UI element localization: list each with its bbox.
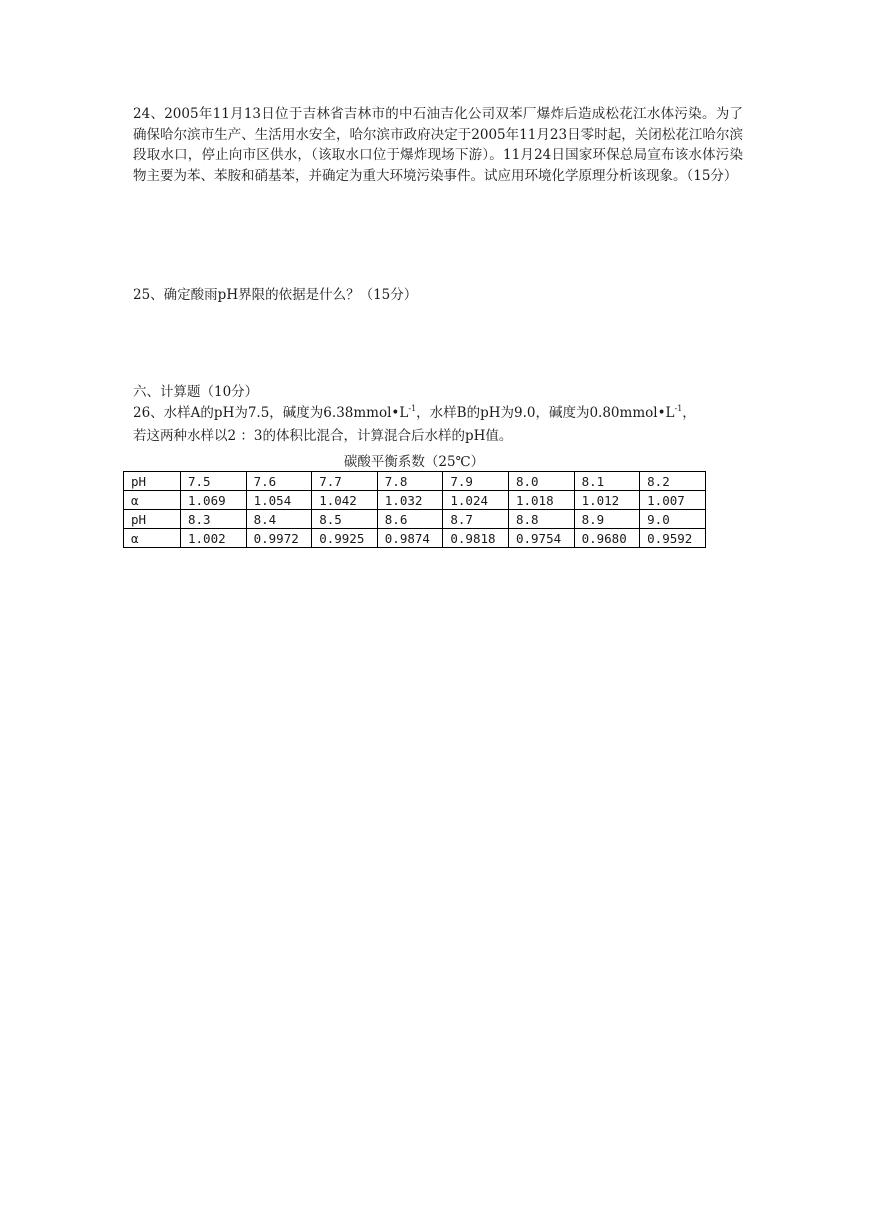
carbonate-coefficient-table xyxy=(123,471,706,548)
table-cell: 7.6 xyxy=(246,472,312,491)
table-cell: 8.9 xyxy=(574,510,640,529)
table-body xyxy=(124,472,706,548)
table-cell: 0.9818 xyxy=(443,529,509,548)
table-cell: 8.2 xyxy=(640,472,706,491)
table-row xyxy=(124,510,706,529)
table-cell: 1.042 xyxy=(312,491,378,510)
table-cell: 8.6 xyxy=(377,510,443,529)
table-cell: 1.054 xyxy=(246,491,312,510)
question-24: 24、2005年11月13日位于吉林省吉林市的中石油吉化公司双苯厂爆炸后造成松花江水体污染。为了确保哈尔滨市生产、生活用水安全，哈尔滨市政府决定于2005年11月23日零时起，关闭松花江哈尔滨段取水口，停止向市区供水，（该取水口位于爆炸现场下游）。11月24日国家环保总局宣布该水体污染物主要为苯、苯胺和硝基苯，并确定为重大环境污染事件。试应用环境化学原理分析该现象。（15分） xyxy=(133,106,743,184)
unit-superscript: -1 xyxy=(674,404,683,413)
question-26-line-1 xyxy=(133,403,743,424)
table-cell: 7.5 xyxy=(181,472,247,491)
question-26-line-2: 若这两种水样以2 ：3的体积比混合，计算混合后水样的pH值。 xyxy=(133,428,513,444)
table-cell: 8.3 xyxy=(181,510,247,529)
question-26-part-c: ， xyxy=(682,405,696,421)
table-cell: 0.9972 xyxy=(246,529,312,548)
table-cell: 0.9874 xyxy=(377,529,443,548)
table-row-header-cell: α xyxy=(124,529,181,548)
table-cell: 0.9592 xyxy=(640,529,706,548)
table-cell: 1.002 xyxy=(181,529,247,548)
table-cell: 8.7 xyxy=(443,510,509,529)
table-cell: 8.4 xyxy=(246,510,312,529)
table-cell: 8.0 xyxy=(508,472,574,491)
table-cell: 7.9 xyxy=(443,472,509,491)
table-cell: 1.024 xyxy=(443,491,509,510)
table-row-header-cell: pH xyxy=(124,510,181,529)
question-25: 25、确定酸雨pH界限的依据是什么？（15分） xyxy=(133,287,418,303)
table-cell: 1.032 xyxy=(377,491,443,510)
table-cell: 1.007 xyxy=(640,491,706,510)
table-cell: 7.8 xyxy=(377,472,443,491)
table-row xyxy=(124,529,706,548)
table-cell: 1.069 xyxy=(181,491,247,510)
table-cell: 1.018 xyxy=(508,491,574,510)
table-row-header-cell: pH xyxy=(124,472,181,491)
table-cell: 0.9680 xyxy=(574,529,640,548)
table-cell: 9.0 xyxy=(640,510,706,529)
table-cell: 0.9754 xyxy=(508,529,574,548)
unit-superscript: -1 xyxy=(408,404,417,413)
section-heading-calculation: 六、计算题（10分） xyxy=(133,384,259,400)
question-26-part-a: 26、水样A的pH为7.5，碱度为6.38mmol•L xyxy=(133,405,409,421)
table-row xyxy=(124,491,706,510)
table-cell: 0.9925 xyxy=(312,529,378,548)
table-cell: 7.7 xyxy=(312,472,378,491)
table-cell: 8.1 xyxy=(574,472,640,491)
table-row-header-cell: α xyxy=(124,491,181,510)
table-caption: 碳酸平衡系数（25℃） xyxy=(343,454,485,470)
table-row xyxy=(124,472,706,491)
table-cell: 8.5 xyxy=(312,510,378,529)
question-26-part-b: ，水样B的pH为9.0，碱度为0.80mmol•L xyxy=(416,405,675,421)
table-cell: 1.012 xyxy=(574,491,640,510)
table-cell: 8.8 xyxy=(508,510,574,529)
